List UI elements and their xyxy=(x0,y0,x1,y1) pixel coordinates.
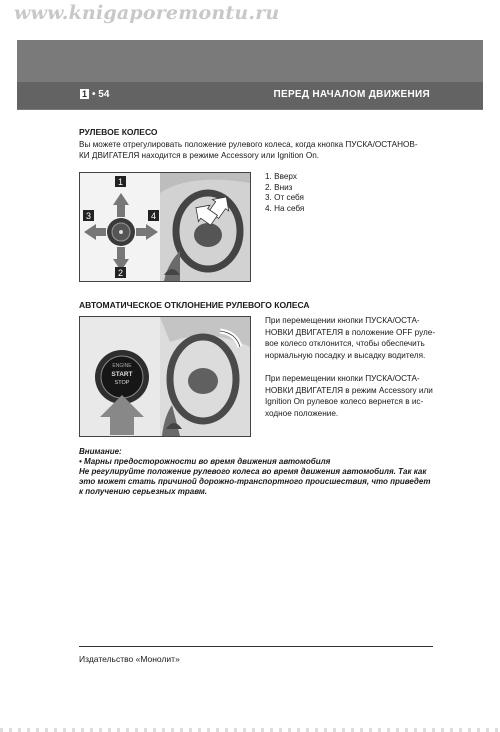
page-number-box: 1 xyxy=(82,89,88,99)
badge-3 xyxy=(83,210,94,221)
badge-4 xyxy=(148,210,159,221)
warning-line2: это может стать причиной дорожно-транспортного происшествия, что приведет xyxy=(79,477,431,486)
auto-tilt-paragraph-1 xyxy=(265,315,435,361)
warning-line3: к получению серьезных травм. xyxy=(79,487,207,496)
para2-line: НОВКИ ДВИГАТЕЛЯ в режим Accessory или xyxy=(265,385,433,395)
para1-line: вое колесо отклонится, чтобы обеспечить xyxy=(265,339,425,348)
button-text-stop: STOP xyxy=(114,380,130,386)
auto-tilt-paragraph-2 xyxy=(265,373,433,419)
steering-wheel-intro-line2: КИ ДВИГАТЕЛЯ находится в режиме Accessory или Ignition On. xyxy=(79,151,320,160)
para2-line: Ignition On рулевое колесо вернется в ис- xyxy=(265,397,424,406)
direction-list xyxy=(265,172,304,214)
footer-publisher: Издательство «Монолит» xyxy=(79,654,180,664)
page-number-text: • 54 xyxy=(92,89,110,100)
steering-adjust-figure xyxy=(79,172,251,282)
warning-title: Внимание: xyxy=(79,447,122,456)
steering-wheel-heading: РУЛЕВОЕ КОЛЕСО xyxy=(79,127,158,137)
bottom-scan-noise xyxy=(0,728,500,732)
list-item: 2. Вниз xyxy=(265,182,293,192)
steering-wheel-intro-line1: Вы можете отрегулировать положение рулевого колеса, когда кнопка ПУСКА/ОСТАНОВ- xyxy=(79,140,418,149)
footer-divider xyxy=(79,646,433,647)
badge-4-label: 4 xyxy=(150,211,157,221)
list-item: 1. Вверх xyxy=(265,172,297,181)
para1-line: НОВКИ ДВИГАТЕЛЯ в положение OFF руле- xyxy=(265,327,436,337)
para1-line: При перемещении кнопки ПУСКА/ОСТА- xyxy=(265,316,420,325)
warning-bullet: • Марны предосторожности во время движения автомобиля xyxy=(79,457,331,466)
button-text-engine: ENGINE xyxy=(112,363,132,369)
button-text-start: START xyxy=(111,371,133,378)
para2-line: При перемещении кнопки ПУСКА/ОСТА- xyxy=(265,374,420,383)
steering-adjust-illustration xyxy=(80,173,250,281)
badge-3-label: 3 xyxy=(85,211,92,221)
list-item: 3. От себя xyxy=(265,193,304,202)
badge-2-label: 2 xyxy=(117,268,124,278)
watermark: www.knigaporemontu.ru xyxy=(14,2,280,24)
para1-line: нормальную посадку и высадку водителя. xyxy=(265,350,426,360)
warning-line1: Не регулируйте положение рулевого колеса во время движения автомобиля. Так как xyxy=(79,467,427,476)
list-item: 4. На себя xyxy=(265,203,305,213)
auto-tilt-figure xyxy=(79,316,251,437)
badge-2 xyxy=(115,267,126,278)
badge-1 xyxy=(115,176,126,187)
auto-tilt-illustration xyxy=(80,317,250,436)
section-title: ПЕРЕД НАЧАЛОМ ДВИЖЕНИЯ xyxy=(273,89,430,100)
auto-tilt-heading: АВТОМАТИЧЕСКОЕ ОТКЛОНЕНИЕ РУЛЕВОГО КОЛЕСА xyxy=(79,300,310,310)
badge-1-label: 1 xyxy=(117,177,124,187)
para2-line: ходное положение. xyxy=(265,408,339,418)
page-number xyxy=(80,89,109,100)
